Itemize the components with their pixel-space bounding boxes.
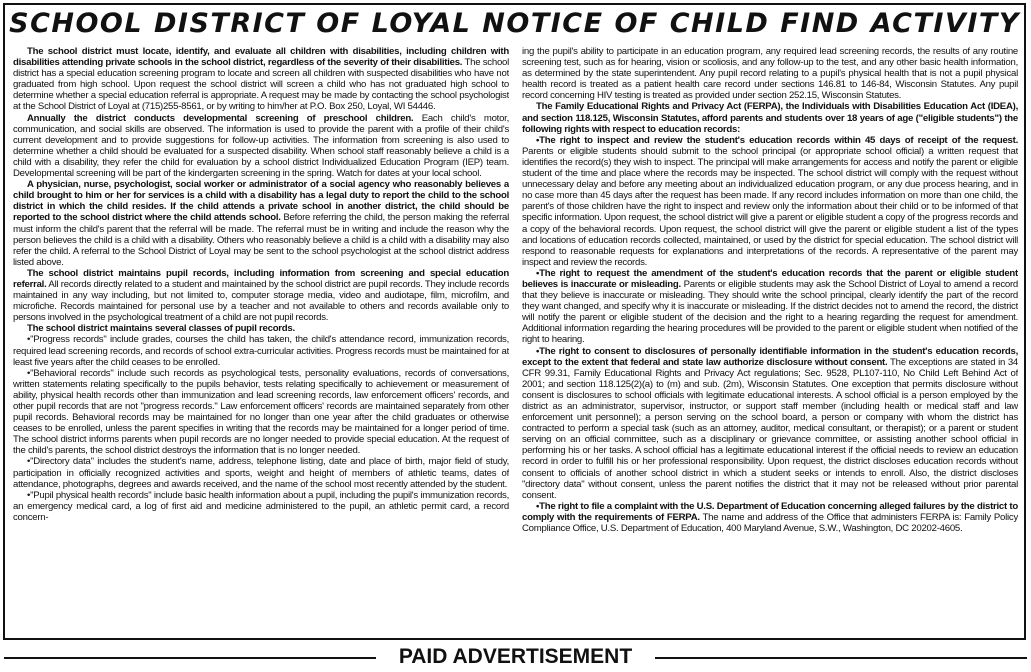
left-column (13, 46, 509, 636)
notice-title: SCHOOL DISTRICT OF LOYAL NOTICE OF CHILD FIND ACTIVITY (9, 8, 1020, 39)
paragraph-lead: •The right to request the amendment of the student's education records that the parent or eligible student believes is inaccurate or misleading. (522, 267, 1018, 290)
footer (0, 645, 1031, 669)
paragraph-text: •"Pupil physical health records" include basic health information about a pupil, including the pupil's immunization records, an emergency medical card, a log of first aid and medicine administered to the pupil, an athletic permit card, a record concern- (13, 489, 509, 523)
paragraph (13, 323, 509, 334)
right-column (522, 46, 1018, 636)
paragraph (13, 113, 509, 180)
paragraph-lead: The Family Educational Rights and Privacy Act (FERPA), the Individuals with Disabilities Education Act (IDEA), and section 118.125, Wisconsin Statutes, afford parents and students over 18 years of age ("eligible students") the following rights with respect to education records: (522, 101, 1018, 135)
paragraph-text: The school district has a special education screening program to locate and screen all children with suspected disabilities who have not graduated from high school. Upon request the school district will screen a child who has not graduated high school to determine whether a special education referral is appropriate. A request may be made by contacting the school psychologist at the School District of Loyal at (715)255-8561, or by writing to him/her at P.O. Box 250, Loyal, WI 54446. (13, 57, 509, 113)
paragraph-lead: •The right to file a complaint with the U.S. Department of Education concerning alleged failures by the district to comply with the requirements of FERPA. (522, 500, 1018, 523)
paragraph (522, 268, 1018, 346)
paragraph (13, 368, 509, 457)
paragraph (522, 46, 1018, 101)
paragraph-text: •"Behavioral records" include such records as psychological tests, personality evaluations, records of conversations, written statements relating specifically to the pupils behavior, tests relating specifically to achievement or measurement of ability, physical health records other than immunization and lead screening records, law enforcement officers' records, and other pupil records that are not "progress records." Law enforcement officers' records are maintained separately from other pupil records. Behavioral records may be maintained for no longer than one year after the child graduates or otherwise ceases to be enrolled, unless the parent specifies in writing that the records may be maintained for a longer period of time. The school district informs parents when pupil records are no longer needed to provide special education. At the request of the child's parents, the school district destroys the information that is no longer needed. (13, 367, 509, 457)
paragraph-text: The name and address of the Office that administers FERPA is: Family Policy Compliance Office, U.S. Department of Education, 400 Maryland Avenue, S.W., Washington, DC 20202-4605. (522, 511, 1018, 535)
paragraph-lead: The school district must locate, identify, and evaluate all children with disabilities, including children with disabilities attending private schools in the school district, regardless of the severity of their disabilities. (13, 46, 509, 69)
paragraph (13, 456, 509, 489)
paragraph (522, 101, 1018, 134)
footer-label: PAID ADVERTISEMENT (391, 645, 640, 668)
paragraph-lead: The school district maintains pupil records, including information from screening and special education referral. (13, 267, 509, 290)
paragraph-text: The exceptions are stated in 34 CFR 99.31, Family Educational Rights and Privacy Act regulations; Sec. 9528, PL107-110, No Child Left Behind Act of 2001; and section 118.125(2)(a) to (m) and sub. (2m), Wisconsin Statutes. One exception that permits disclosure without consent is disclosures to school officials with legitimate educational interests. A school official is a person employed by the district as an administrator, supervisor, instructor, or support staff member (including health or medical staff and law enforcement unit personnel); a person serving on the school board, a person or company with whom the district has contracted to perform a special task (such as an attorney, auditor, medical consultant, or therapist); or a parent or student serving on an official committee, such as a disciplinary or grievance committee, or assisting another school official in performing his or her tasks. A school official has a legitimate educational interest if the official needs to review an education record in order to fulfill his or her professional responsibility. Upon request, the district discloses education records without consent to officials of another school district in which a student seeks or intends to enroll. Also, the district discloses "directory data" without consent, unless the parent notifies the district that it may not be released without prior parental consent. (522, 356, 1018, 501)
paragraph (13, 490, 509, 523)
paragraph (522, 135, 1018, 268)
paragraph-lead: •The right to inspect and review the student's education records within 45 days of receipt of the request. (536, 134, 1018, 146)
paragraph-text: Parents or eligible students may ask the School District of Loyal to amend a record that they believe is inaccurate or misleading. They should write the school principal, clearly identify the part of the record they want changed, and specify why it is inaccurate or misleading. If the district decides not to amend the record, the district will notify the parent or eligible student of the decision and the right to a hearing regarding the request for amendment. Additional information regarding the hearing procedures will be provided to the parent or eligible student when notified of the right to hearing. (522, 278, 1018, 346)
paragraph (13, 46, 509, 113)
paragraph-lead: Annually the district conducts developmental screening of preschool children. (27, 112, 414, 124)
paragraph (13, 268, 509, 323)
paragraph-text: Each child's motor, communication, and social skills are observed. The information is used to provide the parent with a profile of their child's current development and to provide suggestions for follow-up activities. The information from screening is also used to determine whether a child should be evaluated for a suspected disability. When school staff reasonably believe a child is a child with a disability, they refer the child for evaluation by a school district Individualized Education Program (IEP) team. Developmental screening will be part of the kindergarten screening in the spring. Watch for dates at your local school. (13, 112, 509, 180)
paragraph-lead: •The right to consent to disclosures of personally identifiable information in the student's education records, except to the extent that federal and state law authorize disclosure without consent. (522, 345, 1018, 368)
paragraph-text: Parents or eligible students should submit to the school principal (or appropriate school official) a written request that identifies the record(s) they wish to inspect. The principal will make arrangements for access and notify the parent or eligible student of the time and place where the records may be inspected. The school district will comply with the request without unnecessary delay and before any meeting about an individualized education program, or any due process hearing, and in no case more than 45 days after the request has been made. If any record includes information on more than one child, the parent's of those children have the right to inspect and review only the information about their child or to be informed of that specific information. Upon request, the school district will give a parent or eligible student a copy of the progress records and a copy of the behavioral records. Upon request, the school district will give the parent or eligible student a list of the types and locations of education records collected, maintained, or used by the district for special education. The school district will respond to reasonable requests for explanations and interpretations of the records. A representative of the parent may inspect and review the records. (522, 145, 1018, 268)
paragraph-lead: The school district maintains several classes of pupil records. (27, 323, 295, 335)
notice-body (13, 46, 1018, 636)
paragraph (522, 501, 1018, 534)
paragraph (13, 179, 509, 268)
paragraph-lead: A physician, nurse, psychologist, social worker or administrator of a social agency who reasonably believes a child brought to him or her for services is a child with a disability has a legal duty to report the child to the school district in which the child resides. If the child attends a private school in another district, the child should be reported to the school district where the child attends school. (13, 179, 509, 224)
paragraph (13, 334, 509, 367)
paragraph-text: All records directly related to a student and maintained by the school district are pupil records. They include records maintained in any way including, but not limited to, computer storage media, video and audiotape, film, microfilm, and microfiche. Records maintained for personal use by a teacher and not available to others and records available only to persons involved in the psychological treatment of a child are not pupil records. (13, 278, 509, 324)
paragraph (522, 346, 1018, 501)
paragraph-text: ing the pupil's ability to participate in an education program, any required lead screening records, the results of any routine screening test, such as for hearing, vision or scoliosis, and any follow-up to the test, and any other basic health information, as determined by the state superintendent. Any pupil record relating to a pupil's physical health that is not a pupil physical health record is treated as a patient health care record under sections 146.81 to 146-84, Wisconsin Statutes. Any pupil record concerning HIV testing is treated as provided under section 252.15, Wisconsin Statutes. (522, 46, 1018, 102)
paragraph-text: •"Progress records" include grades, courses the child has taken, the child's attendance record, immunization records, required lead screening records, and records of school extra-curricular activities. Progress records must be maintained for at least five years after the child ceases to be enrolled. (13, 334, 509, 368)
notice-frame (3, 3, 1026, 640)
paragraph-text: •"Directory data" includes the student's name, address, telephone listing, date and place of birth, major field of study, participation in officially recognized activities and sports, weight and height of members of athletic teams, dates of attendance, photographs, degrees and awards received, and the name of the school most recently attended by the student. (13, 456, 509, 490)
paragraph-text: Before referring the child, the person making the referral must inform the child's parent that the referral will be made. The referral must be in writing and include the reason why the person believes the child is a child with a disability. Others who reasonably believe a child is a child with a disability may also refer the child. A referral to the School District of Loyal may be sent to the school psychologist at the school district address listed above. (13, 212, 509, 268)
